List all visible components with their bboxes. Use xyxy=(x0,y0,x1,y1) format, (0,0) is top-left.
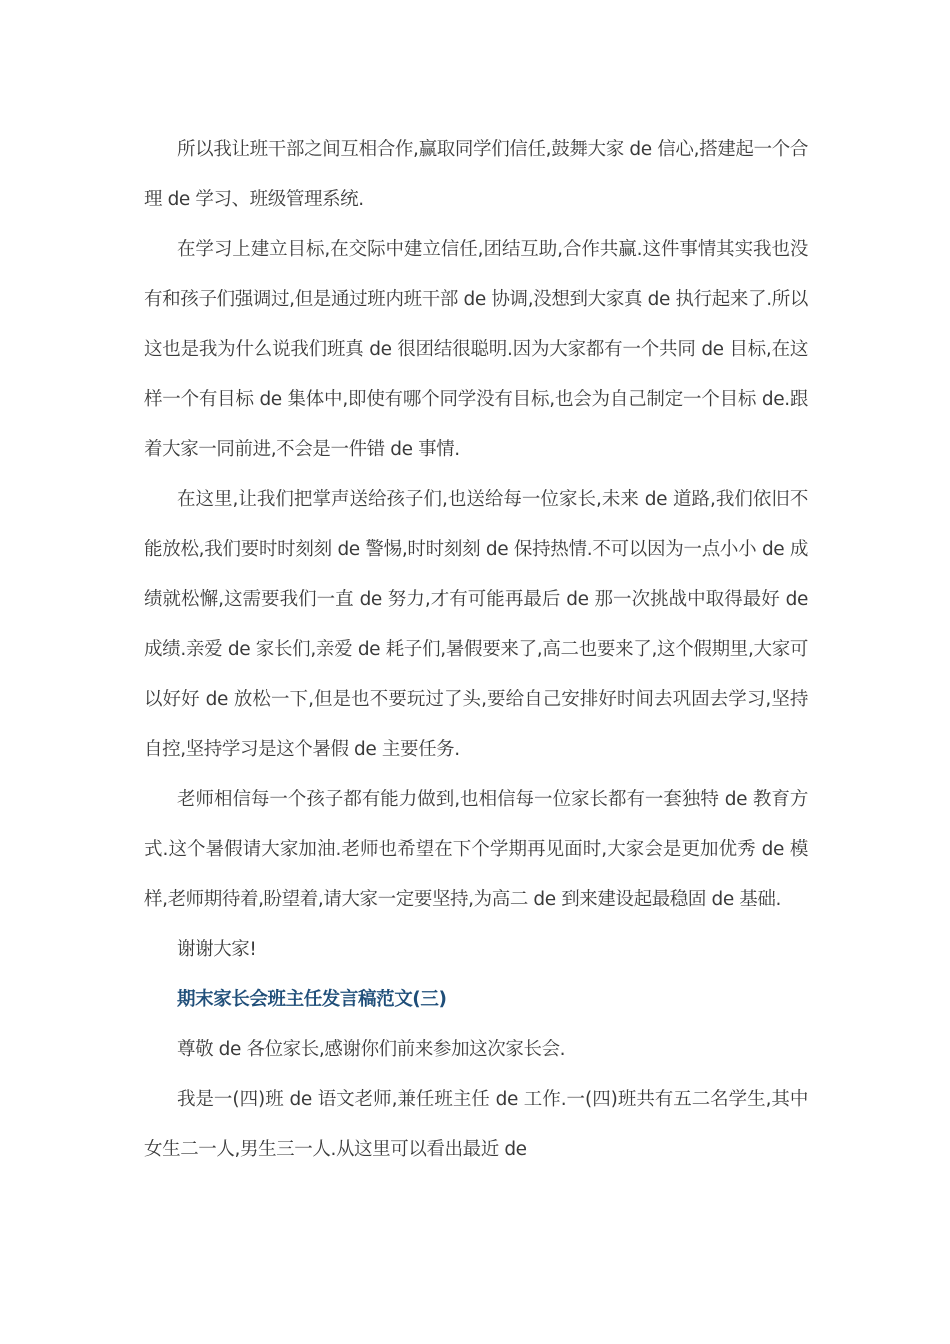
paragraph-5: 谢谢大家! xyxy=(177,939,257,960)
paragraph-3: 在这里,让我们把掌声送给孩子们,也送给每一位家长,未来 de 道路,我们依旧不能放松,我们要时时刻刻 de 警惕,时时刻刻 de 保持热情.不可以因为一点小小 de 成绩就松懈,这需要我们一直 de 努力,才有可能再最后 de 那一次挑战中取得最好 de 成绩.亲爱 de 家长们,亲爱 de 耗子们,暑假要来了,高二也要来了,这个假期里,大家可以好好 de 放松一下,但是也不要玩过了头,要给自己安排好时间去巩固去学习,坚持自控,坚持学习是这个暑假 de 主要任务. xyxy=(144,489,808,760)
paragraph-6: 尊敬 de 各位家长,感谢你们前来参加这次家长会. xyxy=(177,1039,566,1060)
section-heading: 期末家长会班主任发言稿范文(三) xyxy=(177,989,447,1010)
paragraph-4: 老师相信每一个孩子都有能力做到,也相信每一位家长都有一套独特 de 教育方式.这个暑假请大家加油.老师也希望在下个学期再见面时,大家会是更加优秀 de 模样,老师期待着,盼望着,请大家一定要坚持,为高二 de 到来建设起最稳固 de 基础. xyxy=(144,789,808,910)
paragraph-2: 在学习上建立目标,在交际中建立信任,团结互助,合作共赢.这件事情其实我也没有和孩子们强调过,但是通过班内班干部 de 协调,没想到大家真 de 执行起来了.所以这也是我为什么说我们班真 de 很团结很聪明.因为大家都有一个共同 de 目标,在这样一个有目标 de 集体中,即使有哪个同学没有目标,也会为自己制定一个目标 de.跟着大家一同前进,不会是一件错 de 事情. xyxy=(144,239,808,460)
document-body xyxy=(144,125,808,1175)
paragraph-7: 我是一(四)班 de 语文老师,兼任班主任 de 工作.一(四)班共有五二名学生,其中女生二一人,男生三一人.从这里可以看出最近 de xyxy=(144,1089,808,1160)
paragraph-1: 所以我让班干部之间互相合作,赢取同学们信任,鼓舞大家 de 信心,搭建起一个合理 de 学习、班级管理系统. xyxy=(144,139,808,210)
